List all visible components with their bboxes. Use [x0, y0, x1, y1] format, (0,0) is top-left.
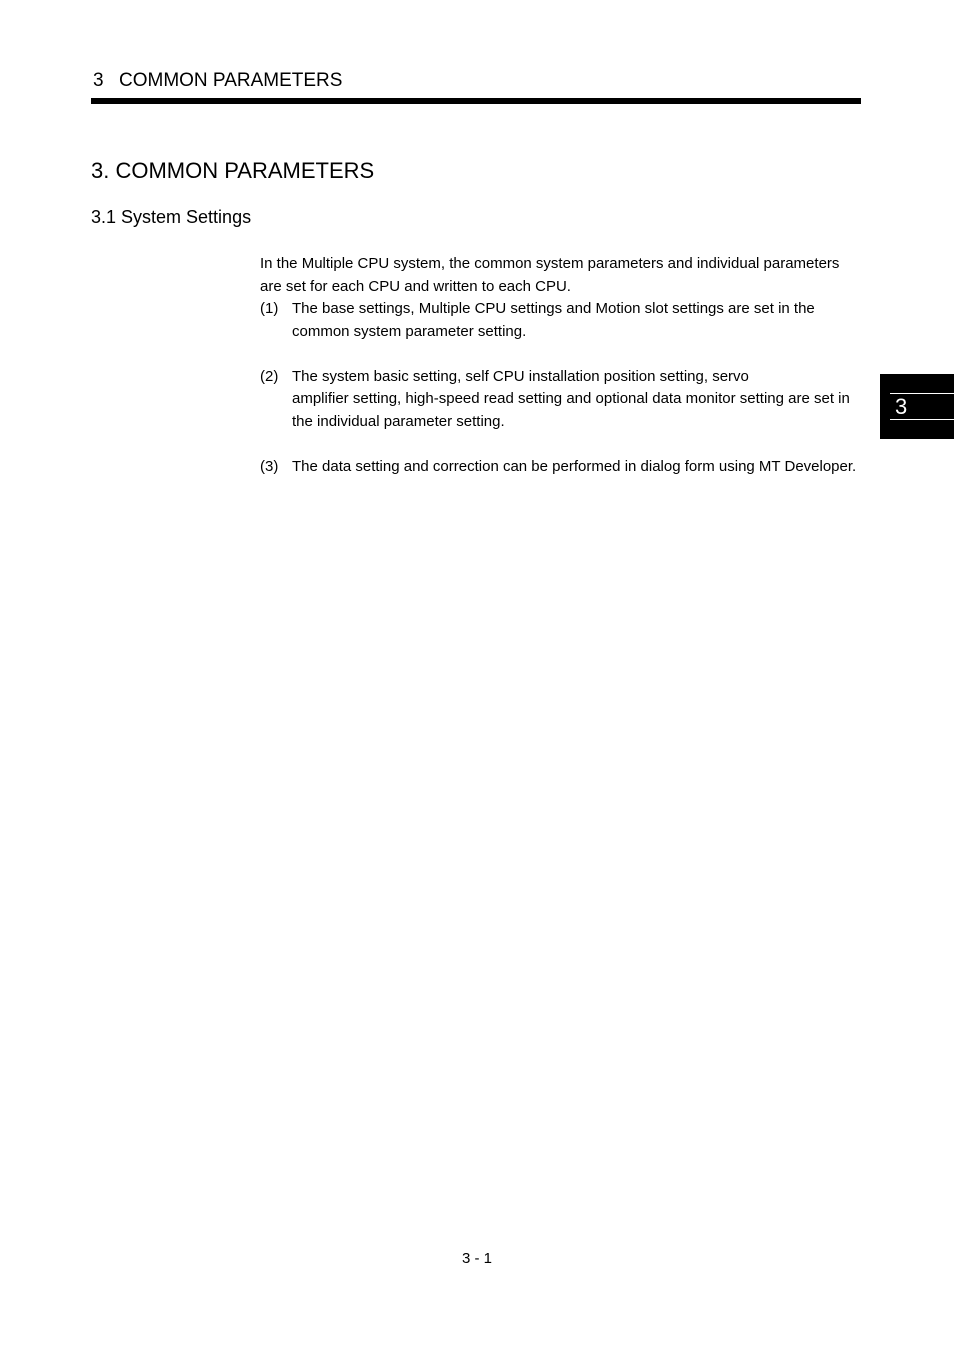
chapter-tab — [880, 374, 954, 439]
running-header — [93, 70, 342, 92]
list-item — [260, 366, 864, 434]
running-header-chapter-number: 3 — [93, 70, 104, 91]
list-item-text-rest: amplifier setting, high-speed read setting and optional data monitor setting are set in the individual parameter setting. — [292, 390, 850, 430]
chapter-tab-divider-bottom — [890, 419, 954, 420]
list-item-number: (1) — [260, 300, 279, 317]
page-number: 3 - 1 — [461, 1250, 492, 1267]
chapter-tab-number: 3 — [895, 394, 908, 419]
body-text — [260, 253, 864, 478]
list-item-text — [292, 366, 864, 434]
list-item-text: The base settings, Multiple CPU settings and Motion slot settings are set in the common system parameter setting. — [292, 300, 815, 340]
list-item-number: (2) — [260, 367, 279, 385]
list-item — [260, 456, 864, 479]
list-item-text-line1: The system basic setting, self CPU installation position setting, servo — [292, 367, 749, 385]
running-header-chapter-title: COMMON PARAMETERS — [119, 70, 343, 91]
list-item-number: (3) — [260, 457, 279, 475]
header-rule — [91, 98, 861, 104]
intro-paragraph: In the Multiple CPU system, the common system parameters and individual parameters are set for each CPU and written to each CPU. — [260, 255, 840, 295]
list-item-text: The data setting and correction can be performed in dialog form using MT Developer. — [292, 457, 857, 475]
section-heading: 3.1 System Settings — [91, 207, 252, 227]
list-item — [260, 298, 864, 343]
chapter-heading: 3. COMMON PARAMETERS — [91, 158, 375, 183]
